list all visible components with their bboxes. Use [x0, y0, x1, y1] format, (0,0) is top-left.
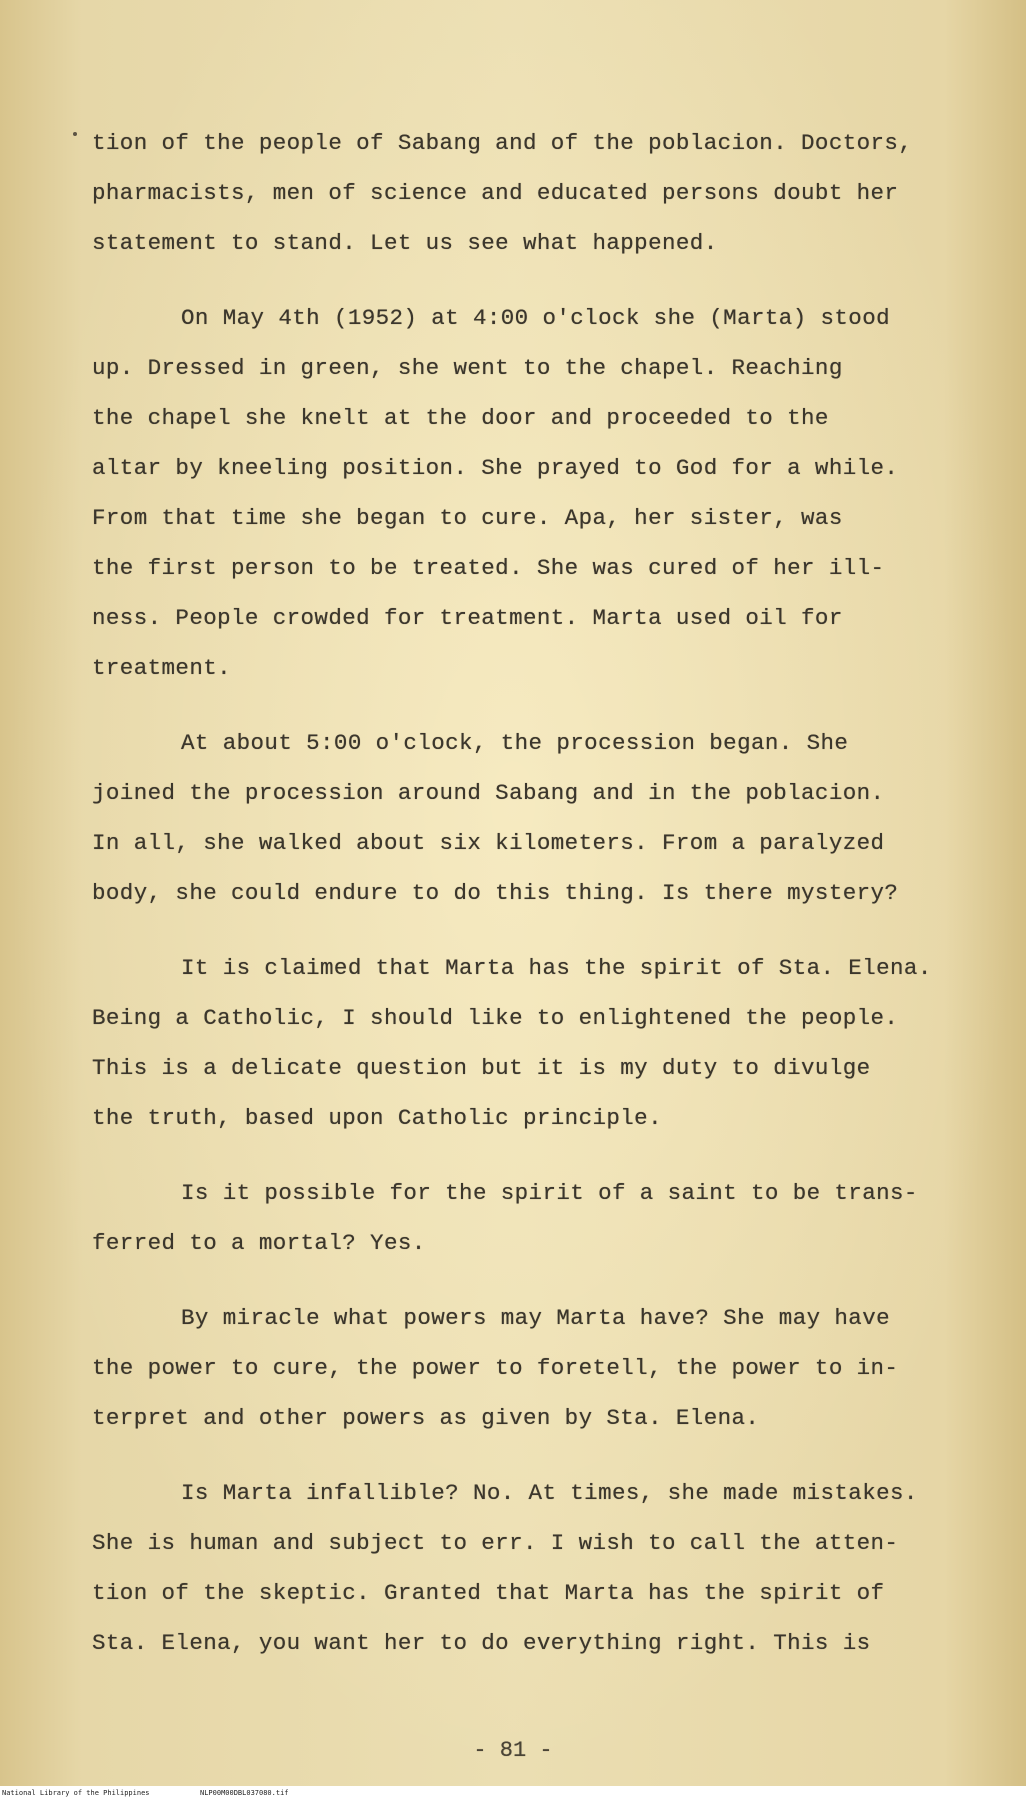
- scan-footer: [0, 1786, 1026, 1800]
- text-line: altar by kneeling position. She prayed to God for a while.: [92, 455, 899, 481]
- paragraph: [92, 943, 997, 1143]
- text-line: the truth, based upon Catholic principle.: [92, 1105, 662, 1131]
- text-line: up. Dressed in green, she went to the chapel. Reaching: [92, 355, 843, 381]
- paragraph: [92, 118, 997, 268]
- text-line: At about 5:00 o'clock, the procession began. She: [181, 730, 849, 756]
- text-line: statement to stand. Let us see what happened.: [92, 230, 718, 256]
- text-line: tion of the people of Sabang and of the poblacion. Doctors,: [92, 130, 913, 156]
- paragraph: [92, 1293, 997, 1443]
- page-number: - 81 -: [473, 1738, 553, 1763]
- text-line: She is human and subject to err. I wish to call the atten-: [92, 1530, 899, 1556]
- text-line: tion of the skeptic. Granted that Marta has the spirit of: [92, 1580, 885, 1606]
- text-line: It is claimed that Marta has the spirit of Sta. Elena.: [181, 955, 932, 981]
- text-line: ness. People crowded for treatment. Marta used oil for: [92, 605, 843, 631]
- text-line: ferred to a mortal? Yes.: [92, 1230, 426, 1256]
- text-line: In all, she walked about six kilometers. From a paralyzed: [92, 830, 885, 856]
- file-id: NLP00M00DBL037080.tif: [200, 1789, 289, 1797]
- text-line: terpret and other powers as given by Sta. Elena.: [92, 1405, 760, 1431]
- paragraph: [92, 293, 997, 693]
- text-line: This is a delicate question but it is my duty to divulge: [92, 1055, 871, 1081]
- text-line: joined the procession around Sabang and in the poblacion.: [92, 780, 885, 806]
- text-line: Is it possible for the spirit of a saint to be trans-: [181, 1180, 918, 1206]
- text-line: the first person to be treated. She was cured of her ill-: [92, 555, 885, 581]
- text-line: Sta. Elena, you want her to do everything right. This is: [92, 1630, 871, 1656]
- text-line: Being a Catholic, I should like to enlightened the people.: [92, 1005, 899, 1031]
- paragraph: [92, 1468, 997, 1668]
- text-line: On May 4th (1952) at 4:00 o'clock she (Marta) stood: [181, 305, 891, 331]
- text-line: From that time she began to cure. Apa, her sister, was: [92, 505, 843, 531]
- text-line: treatment.: [92, 655, 232, 681]
- paragraph: [92, 718, 997, 918]
- text-line: the chapel she knelt at the door and proceeded to the: [92, 405, 829, 431]
- text-line: body, she could endure to do this thing. Is there mystery?: [92, 880, 899, 906]
- text-line: By miracle what powers may Marta have? She may have: [181, 1305, 891, 1331]
- text-line: pharmacists, men of science and educated persons doubt her: [92, 180, 899, 206]
- text-line: Is Marta infallible? No. At times, she made mistakes.: [181, 1480, 918, 1506]
- library-credit: National Library of the Philippines: [2, 1789, 150, 1797]
- text-line: the power to cure, the power to foretell, the power to in-: [92, 1355, 899, 1381]
- margin-mark: [73, 132, 77, 136]
- paragraph: [92, 1168, 997, 1268]
- body-text: [92, 118, 997, 1668]
